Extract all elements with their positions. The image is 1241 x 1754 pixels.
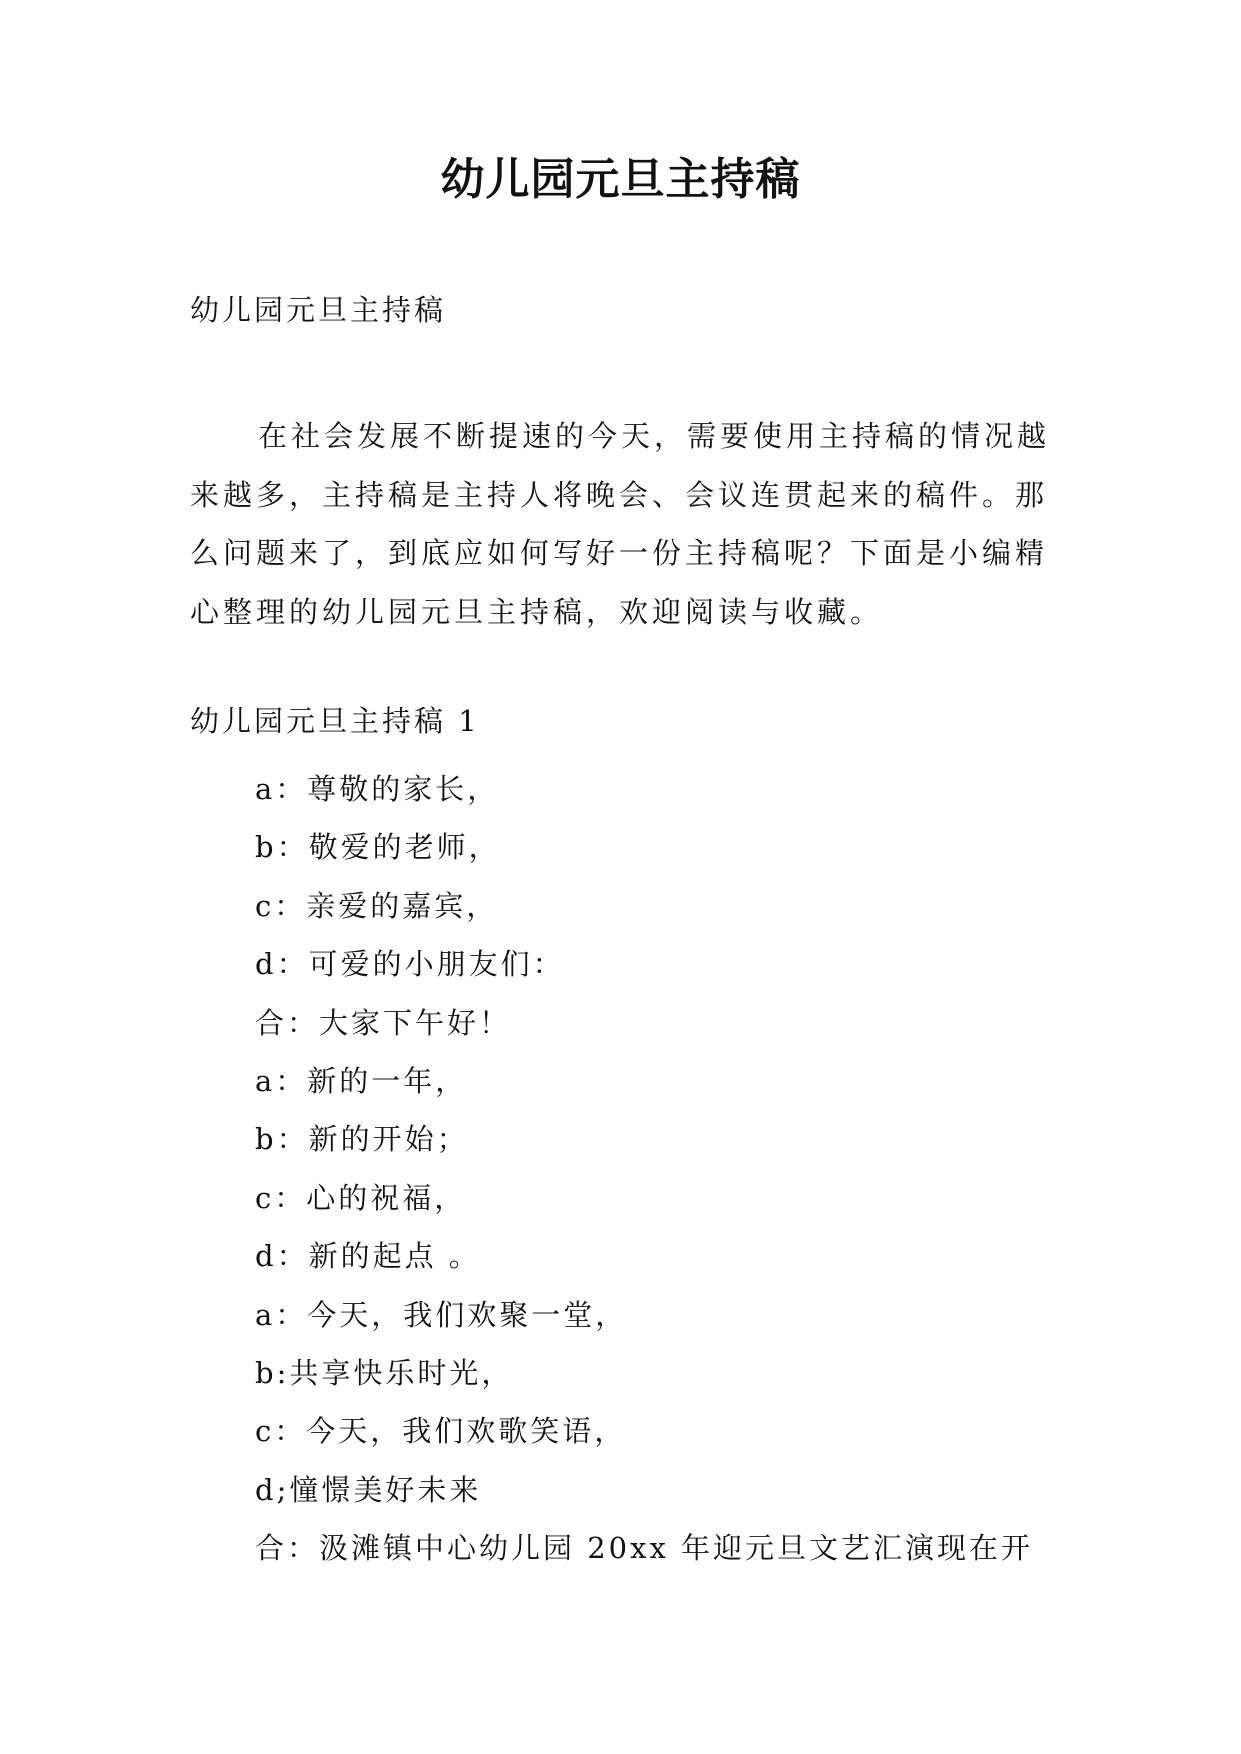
dialogue-line: a：新的一年， — [255, 1063, 468, 1098]
dialogue-line: b：新的开始； — [255, 1122, 469, 1157]
dialogue-line: c：亲爱的嘉宾， — [255, 888, 499, 923]
dialogue-line: b：敬爱的老师， — [255, 830, 501, 865]
dialogue-line: d;憧憬美好未来 — [255, 1472, 482, 1507]
dialogue-line: 合：汲滩镇中心幼儿园 20xx 年迎元旦文艺汇演现在开 — [255, 1531, 1034, 1566]
dialogue-line: a：今天，我们欢聚一堂， — [255, 1297, 628, 1332]
dialogue-line: b:共享快乐时光， — [255, 1355, 514, 1390]
intro-paragraph: 在社会发展不断提速的今天，需要使用主持稿的情况越来越多，主持稿是主持人将晚会、会议连贯起来的稿件。那么问题来了，到底应如何写好一份主持稿呢？下面是小编精心整理的幼儿园元旦主持稿，欢迎阅读与收藏。 — [190, 419, 1051, 629]
dialogue-line: 合：大家下午好！ — [255, 1005, 512, 1040]
dialogue-line: c：今天，我们欢歌笑语， — [255, 1414, 627, 1449]
dialogue-line: d：新的起点 。 — [255, 1239, 481, 1274]
section-heading: 幼儿园元旦主持稿 1 — [190, 704, 480, 738]
dialogue-list — [255, 760, 1075, 1577]
dialogue-line: a：尊敬的家长， — [255, 772, 500, 806]
dialogue-line: d：可爱的小朋友们： — [255, 947, 565, 982]
document-title: 幼儿园元旦主持稿 — [440, 154, 801, 205]
dialogue-line: c：心的祝福， — [255, 1180, 467, 1215]
document-subtitle: 幼儿园元旦主持稿 — [190, 293, 447, 327]
